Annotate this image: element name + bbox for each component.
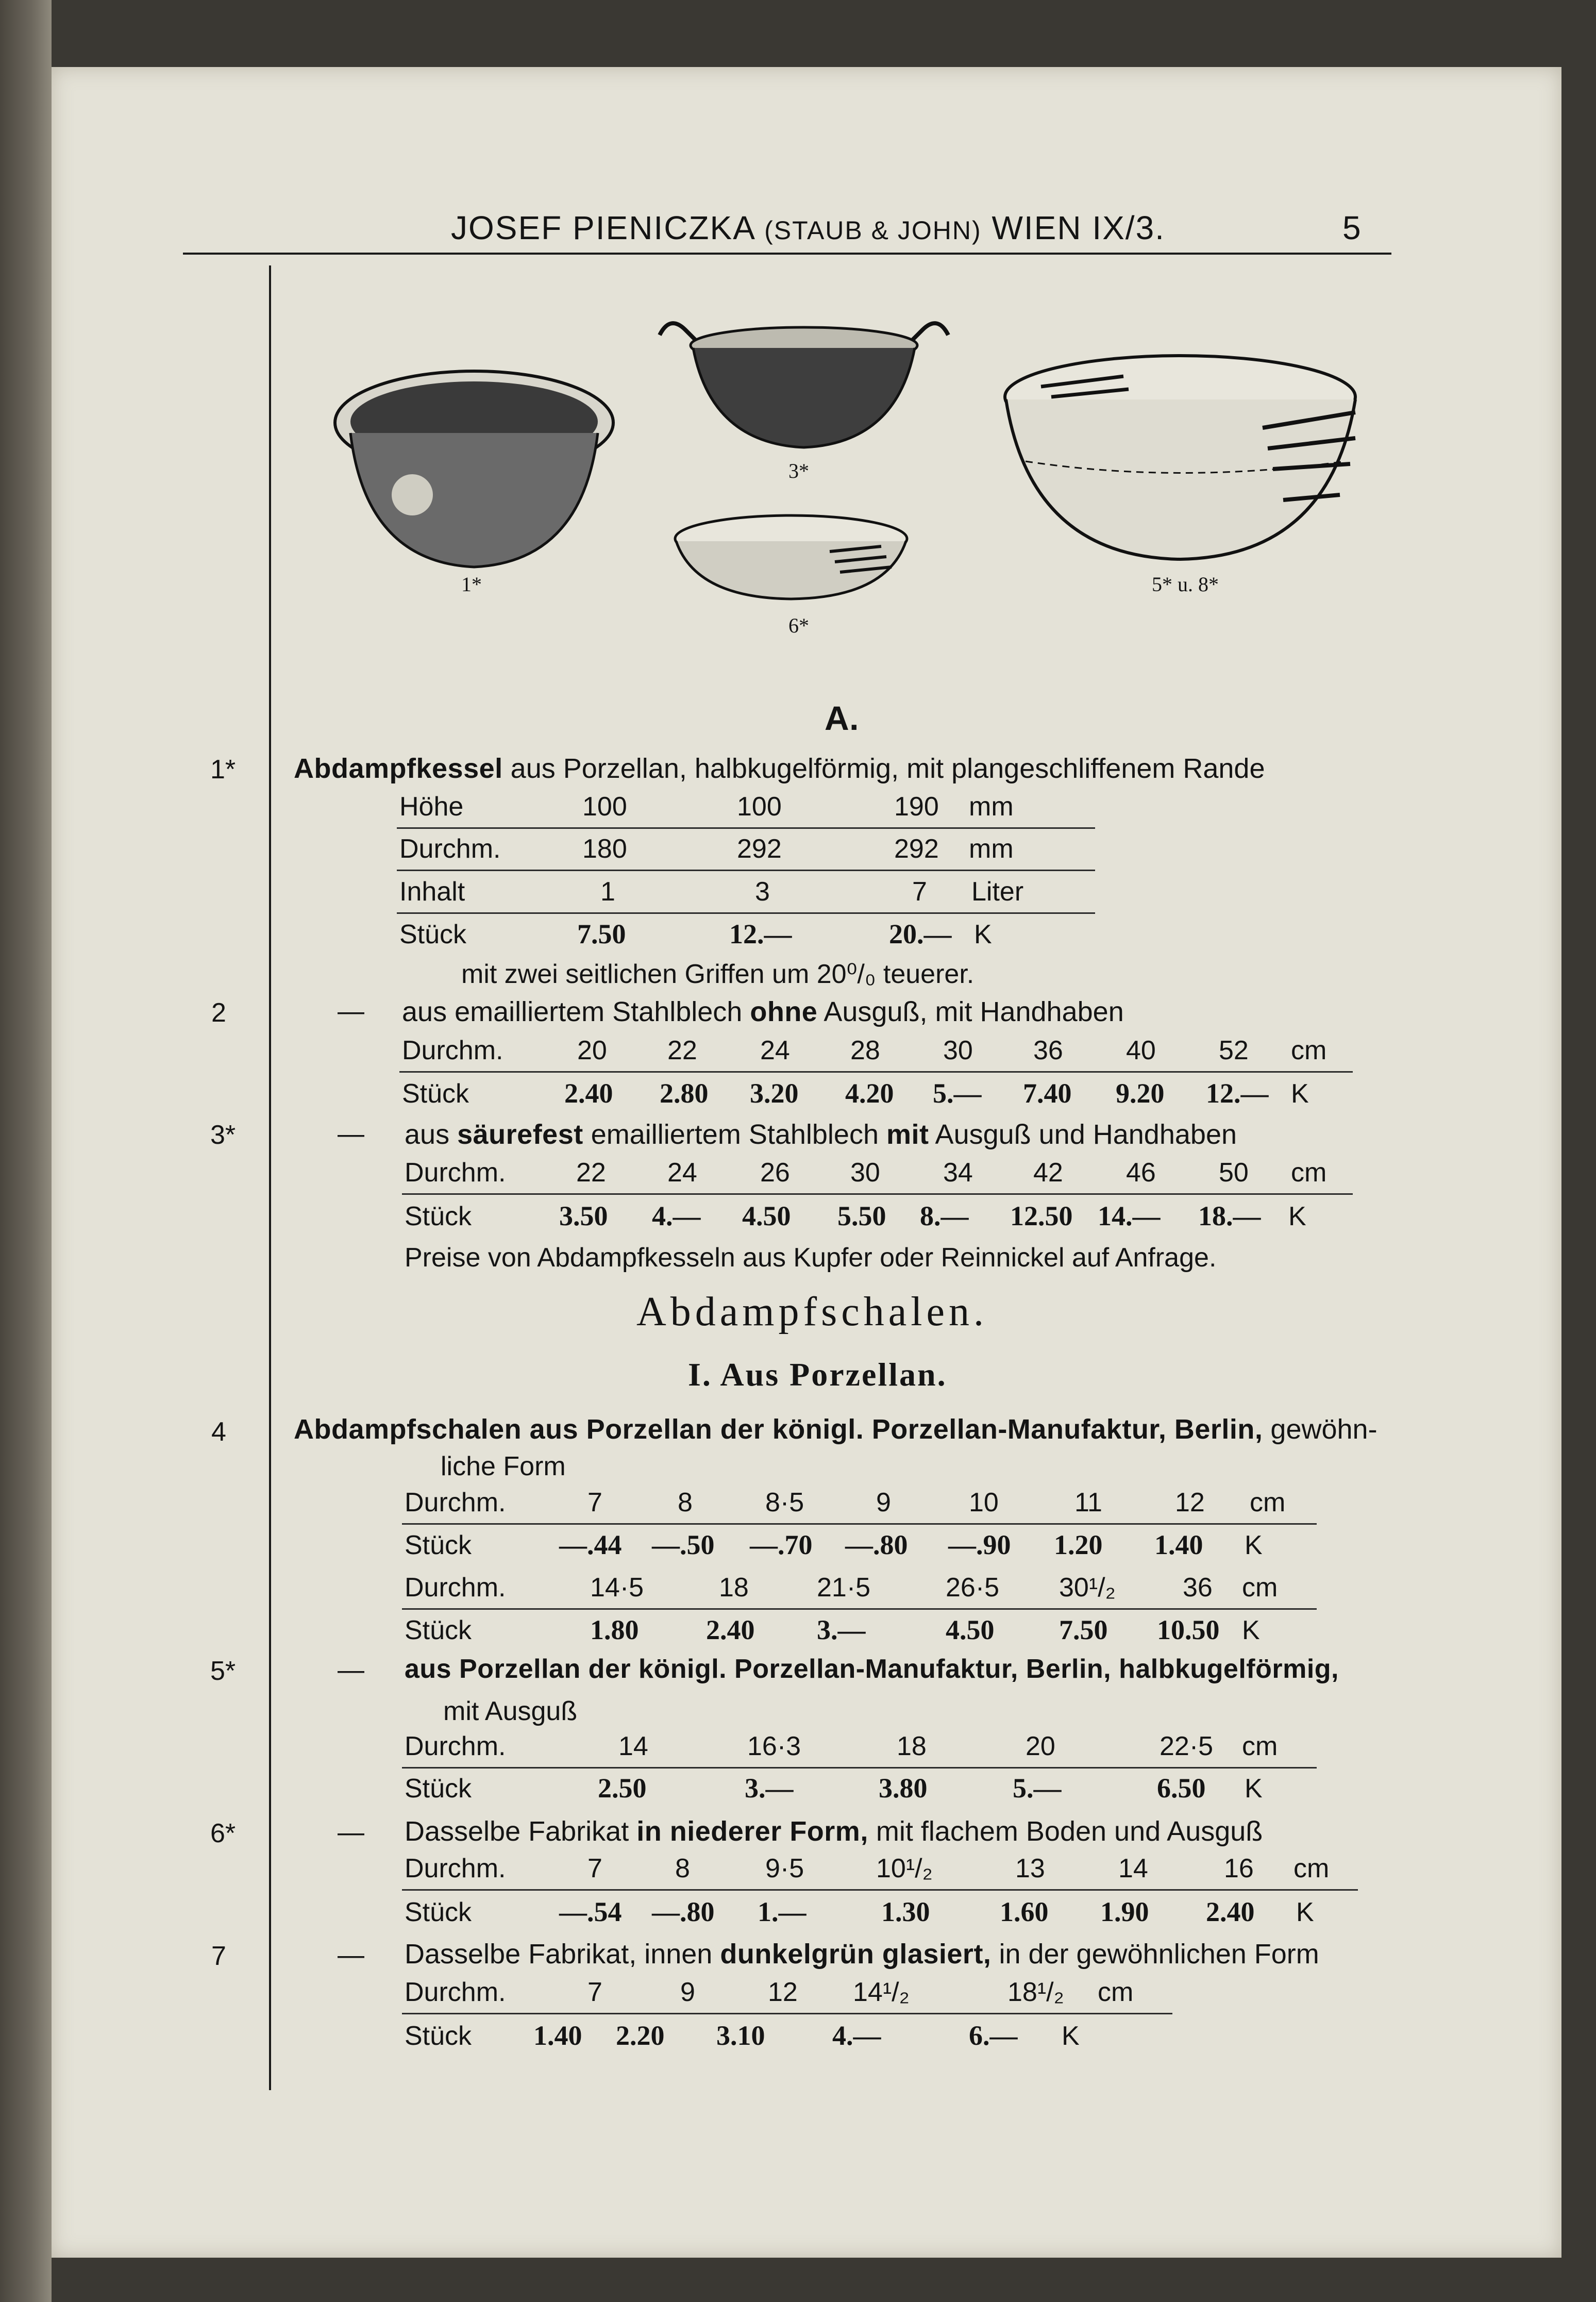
- item-5-durchm-label: Durchm.: [405, 1731, 506, 1761]
- page-number: 5: [1342, 209, 1362, 246]
- item-4-price: —.44: [559, 1529, 622, 1560]
- item-2-cell: 52: [1219, 1036, 1249, 1065]
- item-4-price: —.90: [948, 1529, 1011, 1560]
- item-3-desc-e: Ausguß und Handhaben: [935, 1119, 1237, 1150]
- item-1-cell: 100: [582, 792, 627, 822]
- item-7-cell: 12: [768, 1977, 798, 2007]
- item-1-row-label: Höhe: [399, 792, 464, 822]
- item-2-cell: 22: [667, 1036, 697, 1065]
- item-7-number: 7: [211, 1941, 226, 1971]
- item-4-price: 1.20: [1054, 1529, 1103, 1560]
- table-rule: [397, 827, 1095, 829]
- item-4-cell: 8: [678, 1488, 693, 1517]
- item-7-durchm-label: Durchm.: [405, 1977, 506, 2007]
- item-4-desc2: liche Form: [441, 1452, 566, 1481]
- item-4-price: —.80: [845, 1529, 908, 1560]
- item-7-desc-a: Dasselbe Fabrikat, innen: [405, 1939, 713, 1970]
- item-3-cell: 26: [760, 1158, 790, 1188]
- item-1-heading: [294, 753, 1265, 785]
- item-7-desc-c: in der gewöhnlichen Form: [999, 1939, 1319, 1970]
- item-6-unit: cm: [1293, 1854, 1330, 1883]
- item-6-desc-b: in niederer Form,: [636, 1816, 868, 1847]
- book-binding: [0, 0, 52, 2302]
- item-4-desc: gewöhn-: [1270, 1414, 1377, 1445]
- item-1-unit: Liter: [971, 877, 1024, 907]
- item-2-price: 12.—: [1206, 1078, 1269, 1109]
- item-1-row-label: Durchm.: [399, 834, 501, 864]
- item-4-price: —.50: [652, 1529, 715, 1560]
- item-7-price: 1.40: [533, 2020, 582, 2051]
- item-4-price: 3.—: [817, 1614, 866, 1645]
- item-3-cell: 30: [850, 1158, 880, 1188]
- item-6-unit: K: [1296, 1897, 1314, 1927]
- table-rule: [402, 1767, 1317, 1769]
- item-2-dash: —: [338, 996, 364, 1026]
- item-4-cell: 14·5: [590, 1573, 644, 1603]
- item-2-cell: 36: [1033, 1036, 1063, 1065]
- item-3-cell: 46: [1126, 1158, 1156, 1188]
- item-5-price: 5.—: [1013, 1773, 1062, 1804]
- item-3-price: 14.—: [1098, 1200, 1161, 1231]
- item-2-desc-a: aus emailliertem Stahlblech: [402, 996, 743, 1027]
- item-2-durchm-label: Durchm.: [402, 1036, 503, 1065]
- item-6-desc-c: mit flachem Boden und Ausguß: [876, 1816, 1263, 1847]
- item-3-number: 3*: [210, 1120, 236, 1150]
- item-4-unit: cm: [1242, 1573, 1278, 1603]
- running-header: [451, 209, 1165, 247]
- item-4-cell: 9: [876, 1488, 891, 1517]
- item-6-cell: 14: [1118, 1854, 1148, 1883]
- item-2-price: 4.20: [845, 1078, 894, 1109]
- item-5-desc2: mit Ausguß: [443, 1696, 578, 1726]
- item-3-price: 18.—: [1198, 1200, 1261, 1231]
- item-6-number: 6*: [210, 1819, 236, 1848]
- item-6-heading: [405, 1815, 1263, 1847]
- item-4-cell: 26·5: [946, 1573, 1000, 1603]
- item-6-price: 2.40: [1206, 1896, 1255, 1927]
- item-4-stueck-label: Stück: [405, 1530, 472, 1560]
- item-2-cell: 24: [760, 1036, 790, 1065]
- item-4-cell: 36: [1183, 1573, 1213, 1603]
- item-3-price: 3.50: [559, 1200, 608, 1231]
- item-3-cell: 50: [1219, 1158, 1249, 1188]
- item-3-dash: —: [338, 1119, 364, 1149]
- section-letter: A.: [825, 699, 859, 737]
- item-4-price: 10.50: [1157, 1614, 1220, 1645]
- bowl-1-illustration: [330, 361, 618, 572]
- item-2-heading: [402, 996, 1124, 1028]
- item-7-cell: 9: [680, 1977, 695, 2007]
- item-5-cell: 20: [1026, 1731, 1055, 1761]
- item-4-price: 4.50: [946, 1614, 995, 1645]
- item-3-cell: 42: [1033, 1158, 1063, 1188]
- item-1-number: 1*: [210, 755, 236, 785]
- item-6-price: —.54: [559, 1896, 622, 1927]
- item-5-stueck-label: Stück: [405, 1774, 472, 1804]
- item-5-price: 2.50: [598, 1773, 647, 1804]
- item-5-number: 5*: [210, 1656, 236, 1686]
- item-5-cell: 16·3: [747, 1731, 801, 1761]
- item-3-stueck-label: Stück: [405, 1202, 472, 1231]
- table-rule: [402, 1889, 1358, 1891]
- item-4-cell: 18: [719, 1573, 749, 1603]
- item-4-price: 1.40: [1154, 1529, 1203, 1560]
- item-7-stueck-label: Stück: [405, 2021, 472, 2051]
- item-4-durchm-label: Durchm.: [405, 1573, 506, 1603]
- item-4-durchm-label: Durchm.: [405, 1488, 506, 1517]
- item-1-note: mit zwei seitlichen Griffen um 20⁰/₀ teuerer.: [461, 959, 975, 989]
- item-2-stueck-label: Stück: [402, 1079, 469, 1109]
- item-7-price: 3.10: [716, 2020, 765, 2051]
- item-2-price: 7.40: [1023, 1078, 1072, 1109]
- item-5-price: 6.50: [1157, 1773, 1206, 1804]
- item-6-cell: 8: [675, 1854, 690, 1883]
- item-1-unit: mm: [969, 792, 1014, 822]
- item-6-price: 1.90: [1100, 1896, 1149, 1927]
- item-6-price: 1.60: [1000, 1896, 1049, 1927]
- item-2-cell: 30: [943, 1036, 973, 1065]
- item-1-cell: 292: [894, 834, 939, 864]
- item-2-price: 5.—: [933, 1078, 982, 1109]
- item-5-price: 3.80: [879, 1773, 928, 1804]
- item-1-cell: 190: [894, 792, 939, 822]
- item-3-price: 12.50: [1010, 1200, 1073, 1231]
- table-rule: [399, 1071, 1353, 1073]
- item-2-price: 9.20: [1116, 1078, 1165, 1109]
- company-name: JOSEF PIENICZKA: [451, 209, 754, 246]
- item-4-cell: 30¹/₂: [1059, 1573, 1116, 1603]
- item-5-cell: 22·5: [1160, 1731, 1214, 1761]
- item-4-unit: K: [1242, 1615, 1260, 1645]
- item-1-cell: 1: [600, 877, 615, 907]
- item-4-cell: 10: [969, 1488, 999, 1517]
- item-7-price: 2.20: [616, 2020, 665, 2051]
- item-1-cell: 180: [582, 834, 627, 864]
- table-rule: [397, 870, 1095, 871]
- item-5-cell: 18: [897, 1731, 927, 1761]
- item-3-note: Preise von Abdampfkesseln aus Kupfer oder Reinnickel auf Anfrage.: [405, 1243, 1217, 1273]
- item-6-desc-a: Dasselbe Fabrikat: [405, 1816, 629, 1847]
- item-4-cell: 8·5: [765, 1488, 804, 1517]
- bowl-5-8-illustration: [995, 351, 1366, 567]
- header-rule: [183, 253, 1391, 255]
- item-2-price: 2.80: [660, 1078, 709, 1109]
- item-4-number: 4: [211, 1417, 226, 1447]
- figure-label-1: 1*: [461, 573, 482, 596]
- item-4-price: —.70: [750, 1529, 813, 1560]
- item-7-cell: 14¹/₂: [853, 1977, 910, 2007]
- item-1-cell: 3: [755, 877, 770, 907]
- item-3-durchm-label: Durchm.: [405, 1158, 506, 1188]
- item-4-price: 1.80: [590, 1614, 639, 1645]
- item-3-cell: 22: [576, 1158, 606, 1188]
- bowl-3-illustration: [649, 314, 959, 454]
- item-6-price: —.80: [652, 1896, 715, 1927]
- item-7-price: 6.—: [969, 2020, 1018, 2051]
- item-3-desc-b: säurefest: [457, 1119, 583, 1150]
- item-4-cell: 11: [1074, 1488, 1102, 1517]
- item-1-row-label: Stück: [399, 920, 467, 949]
- item-6-cell: 7: [587, 1854, 602, 1883]
- figure-label-3: 3*: [788, 459, 809, 482]
- item-3-cell: 24: [667, 1158, 697, 1188]
- item-3-desc-c: emailliertem Stahlblech: [591, 1119, 879, 1150]
- item-2-number: 2: [211, 998, 226, 1028]
- subsection-title: I. Aus Porzellan.: [688, 1356, 947, 1393]
- item-3-price: 4.—: [652, 1200, 701, 1231]
- item-7-unit: cm: [1098, 1977, 1134, 2007]
- item-6-stueck-label: Stück: [405, 1897, 472, 1927]
- item-2-price: 3.20: [750, 1078, 799, 1109]
- item-4-heading: [294, 1413, 1377, 1445]
- item-3-desc-a: aus: [405, 1119, 450, 1150]
- item-6-dash: —: [338, 1817, 364, 1847]
- item-5-title: aus Porzellan der königl. Porzellan-Manufaktur, Berlin, halbkugelförmig,: [405, 1654, 1339, 1684]
- margin-rule: [269, 265, 271, 2090]
- item-1-row-label: Inhalt: [399, 877, 465, 907]
- item-1-unit: K: [974, 920, 992, 949]
- item-5-unit: K: [1245, 1774, 1263, 1804]
- item-1-cell: 292: [737, 834, 782, 864]
- table-rule: [402, 2013, 1172, 2014]
- figure-label-5-8: 5* u. 8*: [1152, 573, 1219, 596]
- company-partners: (STAUB & JOHN): [764, 216, 982, 245]
- item-2-unit: K: [1291, 1079, 1309, 1109]
- item-6-cell: 9·5: [765, 1854, 804, 1883]
- item-1-price: 12.—: [729, 919, 792, 949]
- item-6-cell: 10¹/₂: [876, 1854, 933, 1883]
- item-3-price: 8.—: [920, 1200, 969, 1231]
- item-4-title: Abdampfschalen aus Porzellan der königl. Porzellan-Manufaktur, Berlin,: [294, 1414, 1263, 1445]
- section-title: Abdampfschalen.: [636, 1289, 988, 1335]
- item-2-desc-c: Ausguß, mit Handhaben: [824, 996, 1124, 1027]
- item-7-unit: K: [1062, 2021, 1080, 2051]
- item-7-cell: 18¹/₂: [1007, 1977, 1064, 2007]
- item-2-price: 2.40: [564, 1078, 613, 1109]
- company-address: WIEN IX/3.: [992, 209, 1165, 246]
- item-4-cell: 12: [1175, 1488, 1205, 1517]
- item-3-unit: cm: [1291, 1158, 1327, 1188]
- item-2-cell: 40: [1126, 1036, 1156, 1065]
- item-3-desc-d: mit: [886, 1119, 929, 1150]
- item-1-cell: 7: [912, 877, 927, 907]
- item-7-heading: [405, 1938, 1319, 1970]
- table-rule: [402, 1608, 1317, 1610]
- item-4-cell: 7: [587, 1488, 602, 1517]
- item-3-unit: K: [1288, 1202, 1306, 1231]
- table-rule: [402, 1193, 1353, 1195]
- item-3-price: 5.50: [837, 1200, 886, 1231]
- item-6-durchm-label: Durchm.: [405, 1854, 506, 1883]
- item-7-price: 4.—: [832, 2020, 881, 2051]
- item-4-price: 7.50: [1059, 1614, 1108, 1645]
- item-6-cell: 13: [1015, 1854, 1045, 1883]
- item-6-price: 1.30: [881, 1896, 930, 1927]
- figure-label-6: 6*: [788, 614, 809, 637]
- item-1-desc: aus Porzellan, halbkugelförmig, mit plangeschliffenem Rande: [510, 753, 1265, 784]
- table-rule: [402, 1523, 1317, 1525]
- item-3-cell: 34: [943, 1158, 973, 1188]
- bowl-6-illustration: [665, 510, 917, 603]
- item-4-price: 2.40: [706, 1614, 755, 1645]
- item-6-price: 1.—: [758, 1896, 807, 1927]
- item-4-cell: 21·5: [817, 1573, 871, 1603]
- item-1-unit: mm: [969, 834, 1014, 864]
- item-1-cell: 100: [737, 792, 782, 822]
- item-4-unit: cm: [1250, 1488, 1286, 1517]
- item-3-price: 4.50: [742, 1200, 791, 1231]
- item-5-dash: —: [338, 1655, 364, 1685]
- item-6-cell: 16: [1224, 1854, 1254, 1883]
- item-7-desc-b: dunkelgrün glasiert,: [720, 1939, 992, 1970]
- item-7-dash: —: [338, 1940, 364, 1970]
- item-5-unit: cm: [1242, 1731, 1278, 1761]
- item-7-cell: 7: [587, 1977, 602, 2007]
- item-1-price: 20.—: [889, 919, 952, 949]
- item-3-heading: [405, 1119, 1237, 1150]
- item-4-unit: K: [1245, 1530, 1263, 1560]
- item-4-stueck-label: Stück: [405, 1615, 472, 1645]
- item-2-cell: 28: [850, 1036, 880, 1065]
- item-2-cell: 20: [577, 1036, 607, 1065]
- item-5-cell: 14: [618, 1731, 648, 1761]
- item-2-unit: cm: [1291, 1036, 1327, 1065]
- item-5-price: 3.—: [745, 1773, 794, 1804]
- item-2-desc-b: ohne: [750, 996, 818, 1027]
- item-1-title: Abdampfkessel: [294, 753, 503, 784]
- table-rule: [397, 912, 1095, 914]
- item-1-price: 7.50: [577, 919, 626, 949]
